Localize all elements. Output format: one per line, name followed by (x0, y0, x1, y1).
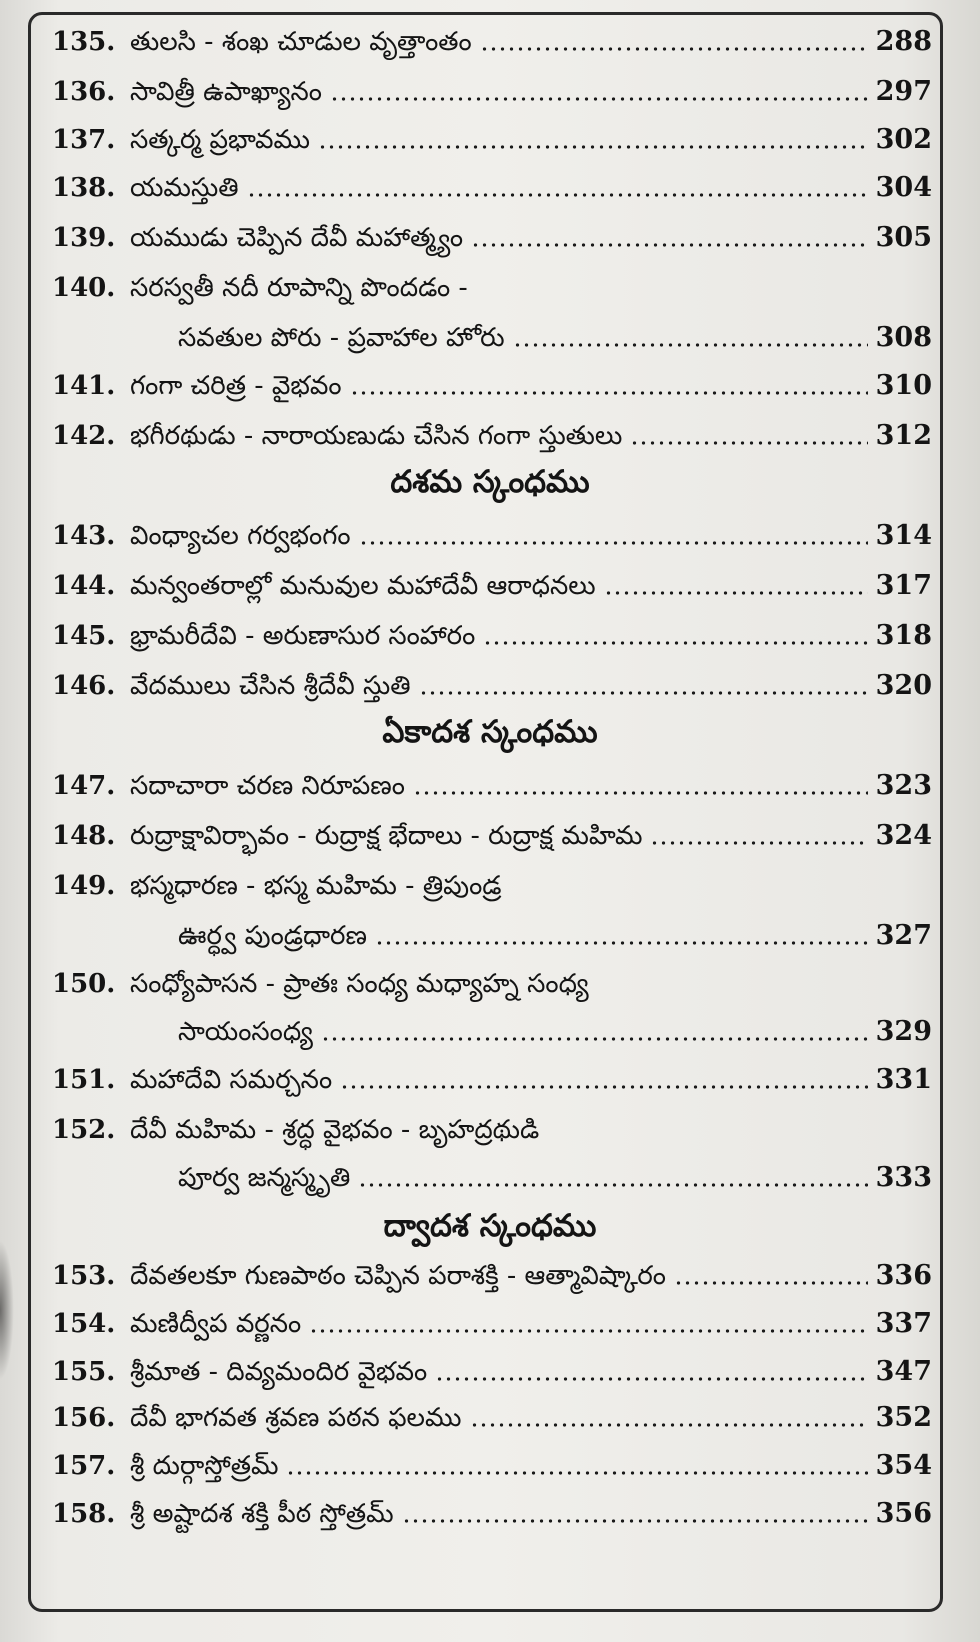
entry-page-number: 317 (875, 570, 932, 601)
dot-leader (674, 1280, 868, 1286)
entry-page-number: 310 (875, 370, 932, 401)
section-heading: దశమ స్కంధము (390, 464, 590, 500)
dot-leader (480, 46, 868, 52)
entry-page-number: 333 (875, 1162, 932, 1193)
toc-entry (52, 814, 932, 858)
entry-number: 147. (52, 771, 116, 801)
dot-leader (402, 1518, 868, 1524)
entry-page-number: 312 (875, 420, 932, 451)
entry-page-number: 337 (875, 1308, 932, 1339)
toc-entry (178, 1156, 932, 1200)
entry-title: సవతుల పోరు - ప్రవాహాల హోరు (178, 323, 505, 353)
entry-number: 158. (52, 1499, 116, 1529)
dot-leader (413, 790, 868, 796)
entry-number: 145. (52, 621, 116, 651)
entry-page-number: 308 (875, 322, 932, 353)
entry-page-number: 324 (875, 820, 932, 851)
entry-page-number: 297 (875, 76, 932, 107)
entry-number: 155. (52, 1357, 116, 1387)
toc-entry (52, 1058, 932, 1102)
entry-title: యమస్తుతి (130, 173, 239, 203)
entry-number: 146. (52, 671, 116, 701)
toc-entry (52, 764, 932, 808)
toc-entry (52, 1302, 932, 1346)
dot-leader (650, 840, 867, 846)
toc-entry (52, 20, 932, 64)
entry-number: 143. (52, 521, 116, 551)
entry-number: 144. (52, 571, 116, 601)
entry-title: సాయంసంధ్య (178, 1017, 313, 1047)
dot-leader (419, 690, 868, 696)
dot-leader (321, 1036, 868, 1042)
toc-entry (52, 414, 932, 458)
entry-title: భస్మధారణ - భస్మ మహిమ - త్రిపుండ్ర (130, 871, 502, 901)
dot-leader (286, 1470, 867, 1476)
entry-title: భగీరథుడు - నారాయణుడు చేసిన గంగా స్తుతులు (130, 421, 623, 451)
dot-leader (630, 440, 867, 446)
toc-entry (178, 316, 932, 360)
toc-entry (52, 514, 932, 558)
entry-title: మణిద్వీప వర్ణనం (130, 1309, 302, 1339)
dot-leader (340, 1084, 868, 1090)
entry-page-number: 331 (875, 1064, 932, 1095)
entry-title: ఊర్ధ్వ పుండ్రధారణ (178, 921, 367, 951)
entry-number: 138. (52, 173, 116, 203)
entry-title: సత్కర్మ ప్రభావము (130, 125, 311, 155)
entry-number: 137. (52, 125, 116, 155)
entry-page-number: 318 (875, 620, 932, 651)
entry-title: దేవీ భాగవత శ్రవణ పఠన ఫలము (130, 1403, 462, 1433)
entry-page-number: 302 (875, 124, 932, 155)
toc-entry (52, 266, 932, 310)
entry-page-number: 288 (875, 26, 932, 57)
toc-entry (52, 216, 932, 260)
entry-page-number: 314 (875, 520, 932, 551)
entry-title: పూర్వ జన్మస్మృతి (178, 1163, 351, 1193)
dot-leader (318, 144, 868, 150)
entry-number: 156. (52, 1403, 116, 1433)
toc-entry (52, 664, 932, 708)
entry-page-number: 304 (875, 172, 932, 203)
entry-page-number: 336 (875, 1260, 932, 1291)
toc-entry (178, 1010, 932, 1054)
toc-entry (52, 166, 932, 210)
entry-number: 148. (52, 821, 116, 851)
entry-number: 153. (52, 1261, 116, 1291)
toc-entry (52, 70, 932, 114)
toc-entry (52, 1444, 932, 1488)
entry-page-number: 352 (875, 1402, 932, 1433)
dot-leader (471, 242, 868, 248)
entry-title: శ్రీమాత - దివ్యమందిర వైభవం (130, 1357, 428, 1387)
dot-leader (483, 640, 867, 646)
toc-entry (52, 864, 932, 908)
toc-entry (52, 1492, 932, 1536)
entry-page-number: 354 (875, 1450, 932, 1481)
entry-number: 151. (52, 1065, 116, 1095)
dot-leader (309, 1328, 867, 1334)
toc-entry (52, 962, 932, 1006)
dot-leader (359, 540, 868, 546)
entry-number: 141. (52, 371, 116, 401)
entry-page-number: 327 (875, 920, 932, 951)
dot-leader (247, 192, 868, 198)
toc-entry (52, 1108, 932, 1152)
toc-entry (178, 914, 932, 958)
dot-leader (604, 590, 868, 596)
entry-number: 150. (52, 969, 116, 999)
entry-page-number: 347 (875, 1356, 932, 1387)
entry-title: వింధ్యాచల గర్వభంగం (130, 521, 351, 551)
entry-number: 139. (52, 223, 116, 253)
entry-number: 140. (52, 273, 116, 303)
entry-title: గంగా చరిత్ర - వైభవం (130, 371, 342, 401)
entry-title: సావిత్రీ ఉపాఖ్యానం (130, 77, 322, 107)
entry-title: శ్రీ దుర్గాస్తోత్రమ్ (130, 1451, 279, 1481)
entry-title: తులసి - శంఖ చూడుల వృత్తాంతం (130, 27, 472, 57)
entry-title: యముడు చెప్పిన దేవీ మహాత్మ్యం (130, 223, 464, 253)
dot-leader (358, 1182, 867, 1188)
entry-number: 136. (52, 77, 116, 107)
entry-number: 154. (52, 1309, 116, 1339)
toc-entry (52, 118, 932, 162)
dot-leader (350, 390, 868, 396)
dot-leader (375, 940, 868, 946)
dot-leader (435, 1376, 867, 1382)
dot-leader (470, 1422, 868, 1428)
section-heading: ఏకాదశ స్కంధము (382, 714, 598, 750)
entry-number: 135. (52, 27, 116, 57)
entry-title: శ్రీ అష్టాదశ శక్తి పీఠ స్తోత్రమ్ (130, 1499, 394, 1529)
entry-number: 142. (52, 421, 116, 451)
dot-leader (513, 342, 868, 348)
entry-title: దేవీ మహిమ - శ్రద్ధ వైభవం - బృహద్రథుడి (130, 1115, 540, 1145)
entry-page-number: 305 (875, 222, 932, 253)
toc-entry (52, 614, 932, 658)
dot-leader (330, 96, 868, 102)
entry-number: 149. (52, 871, 116, 901)
entry-title: సదాచారా చరణ నిరూపణం (130, 771, 405, 801)
toc-entry (52, 1254, 932, 1298)
toc-entry (52, 1396, 932, 1440)
toc-entry (52, 564, 932, 608)
entry-page-number: 323 (875, 770, 932, 801)
entry-number: 152. (52, 1115, 116, 1145)
entry-page-number: 329 (875, 1016, 932, 1047)
entry-page-number: 356 (875, 1498, 932, 1529)
entry-title: రుద్రాక్షావిర్భావం - రుద్రాక్ష భేదాలు - రుద్రాక్ష మహిమ (130, 821, 643, 851)
entry-title: సంధ్యోపాసన - ప్రాతః సంధ్య మధ్యాహ్న సంధ్య (130, 969, 589, 999)
entry-number: 157. (52, 1451, 116, 1481)
entry-title: భ్రామరీదేవి - అరుణాసుర సంహారం (130, 621, 476, 651)
entry-title: మహాదేవి సమర్చనం (130, 1065, 333, 1095)
toc-entry (52, 364, 932, 408)
section-heading: ద్వాదశ స్కంధము (383, 1208, 597, 1244)
entry-title: మన్వంతరాల్లో మనువుల మహాదేవీ ఆరాధనలు (130, 571, 596, 601)
entry-title: దేవతలకూ గుణపాఠం చెప్పిన పరాశక్తి - ఆత్మావిష్కారం (130, 1261, 666, 1291)
entry-page-number: 320 (875, 670, 932, 701)
entry-title: వేదములు చేసిన శ్రీదేవీ స్తుతి (130, 671, 411, 701)
toc-entry (52, 1350, 932, 1394)
entry-title: సరస్వతీ నదీ రూపాన్ని పొందడం - (130, 273, 468, 303)
